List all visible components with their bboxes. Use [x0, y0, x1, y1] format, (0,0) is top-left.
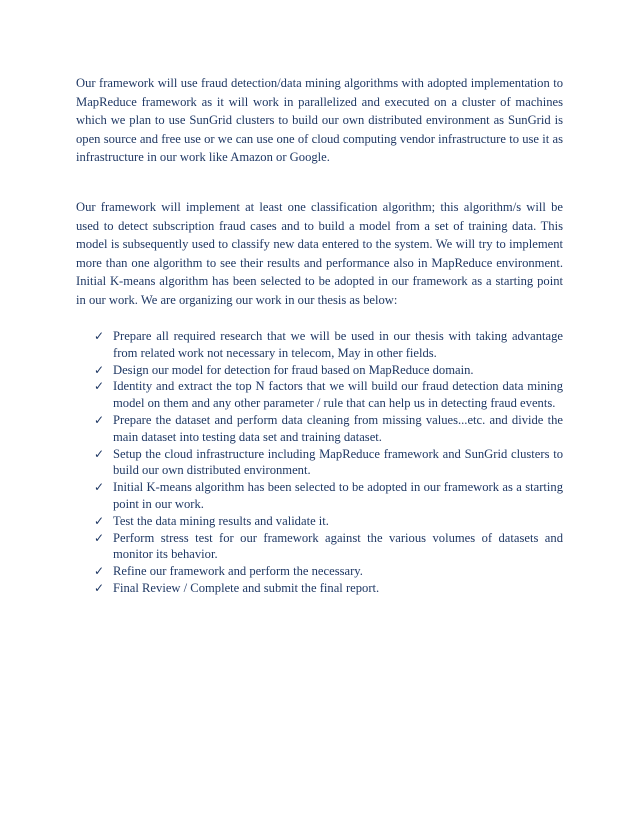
check-mark-icon: ✓ [94, 362, 105, 377]
check-mark-icon: ✓ [94, 329, 105, 343]
list-item-text: Identity and extract the top N factors that we will build our fraud detection data mining model on them and any other parameter / rule that can help us in detecting fraud events. [113, 379, 563, 411]
list-item-text: Test the data mining results and validate it. [113, 513, 329, 528]
check-mark-icon: ✓ [94, 446, 105, 461]
check-mark-icon: ✓ [94, 412, 105, 427]
list-item-text: Perform stress test for our framework against the various volumes of datasets and monitor its behavior. [113, 530, 563, 562]
list-item-text: Refine our framework and perform the necessary. [113, 564, 363, 579]
list-item [94, 513, 563, 530]
list-item [94, 580, 563, 597]
list-item-text: Prepare all required research that we will be used in our thesis with taking advantage from related work not necessary in telecom, May in other fields. [113, 329, 563, 360]
check-mark-icon: ✓ [94, 480, 105, 495]
list-item [94, 446, 563, 480]
list-item [94, 479, 563, 513]
list-item-text: Setup the cloud infrastructure including MapReduce framework and SunGrid clusters to build our own distributed environment. [113, 446, 563, 478]
list-item-text: Initial K-means algorithm has been selected to be adopted in our framework as a starting point in our work. [113, 480, 563, 511]
list-item [94, 328, 563, 362]
check-mark-icon: ✓ [94, 379, 105, 394]
list-item [94, 563, 563, 580]
check-mark-icon: ✓ [94, 564, 105, 579]
check-mark-icon: ✓ [94, 580, 105, 595]
paragraph-classification-plan: Our framework will implement at least one classification algorithm; this algorithm/s will be used to detect subscription fraud cases and to build a model from a set of training data. This model is subsequently used to classify new data entered to the system. We will try to implement more than one algorithm to see their results and performance also in MapReduce environment. Initial K-means algorithm has been selected to be adopted in our framework as a starting point in our work. We are organizing our work in our thesis as below: [76, 200, 563, 307]
list-item [94, 412, 563, 446]
list-item [94, 362, 563, 379]
list-item-text: Design our model for detection for fraud based on MapReduce domain. [113, 362, 474, 377]
list-item-text: Final Review / Complete and submit the final report. [113, 580, 380, 595]
work-plan-checklist [94, 328, 563, 597]
check-mark-icon: ✓ [94, 530, 105, 545]
list-item [94, 378, 563, 412]
check-mark-icon: ✓ [94, 513, 105, 528]
list-item [94, 530, 563, 564]
list-item-text: Prepare the dataset and perform data cleaning from missing values...etc. and divide the main dataset into testing data set and training dataset. [113, 412, 563, 444]
paragraph-framework-overview: Our framework will use fraud detection/data mining algorithms with adopted implementation to MapReduce framework as it will work in parallelized and executed on a cluster of machines which we plan to use SunGrid clusters to build our own distributed environment as SunGrid is open source and free use or we can use one of cloud computing vendor infrastructure to use it as infrastructure in our work like Amazon or Google. [76, 76, 563, 165]
